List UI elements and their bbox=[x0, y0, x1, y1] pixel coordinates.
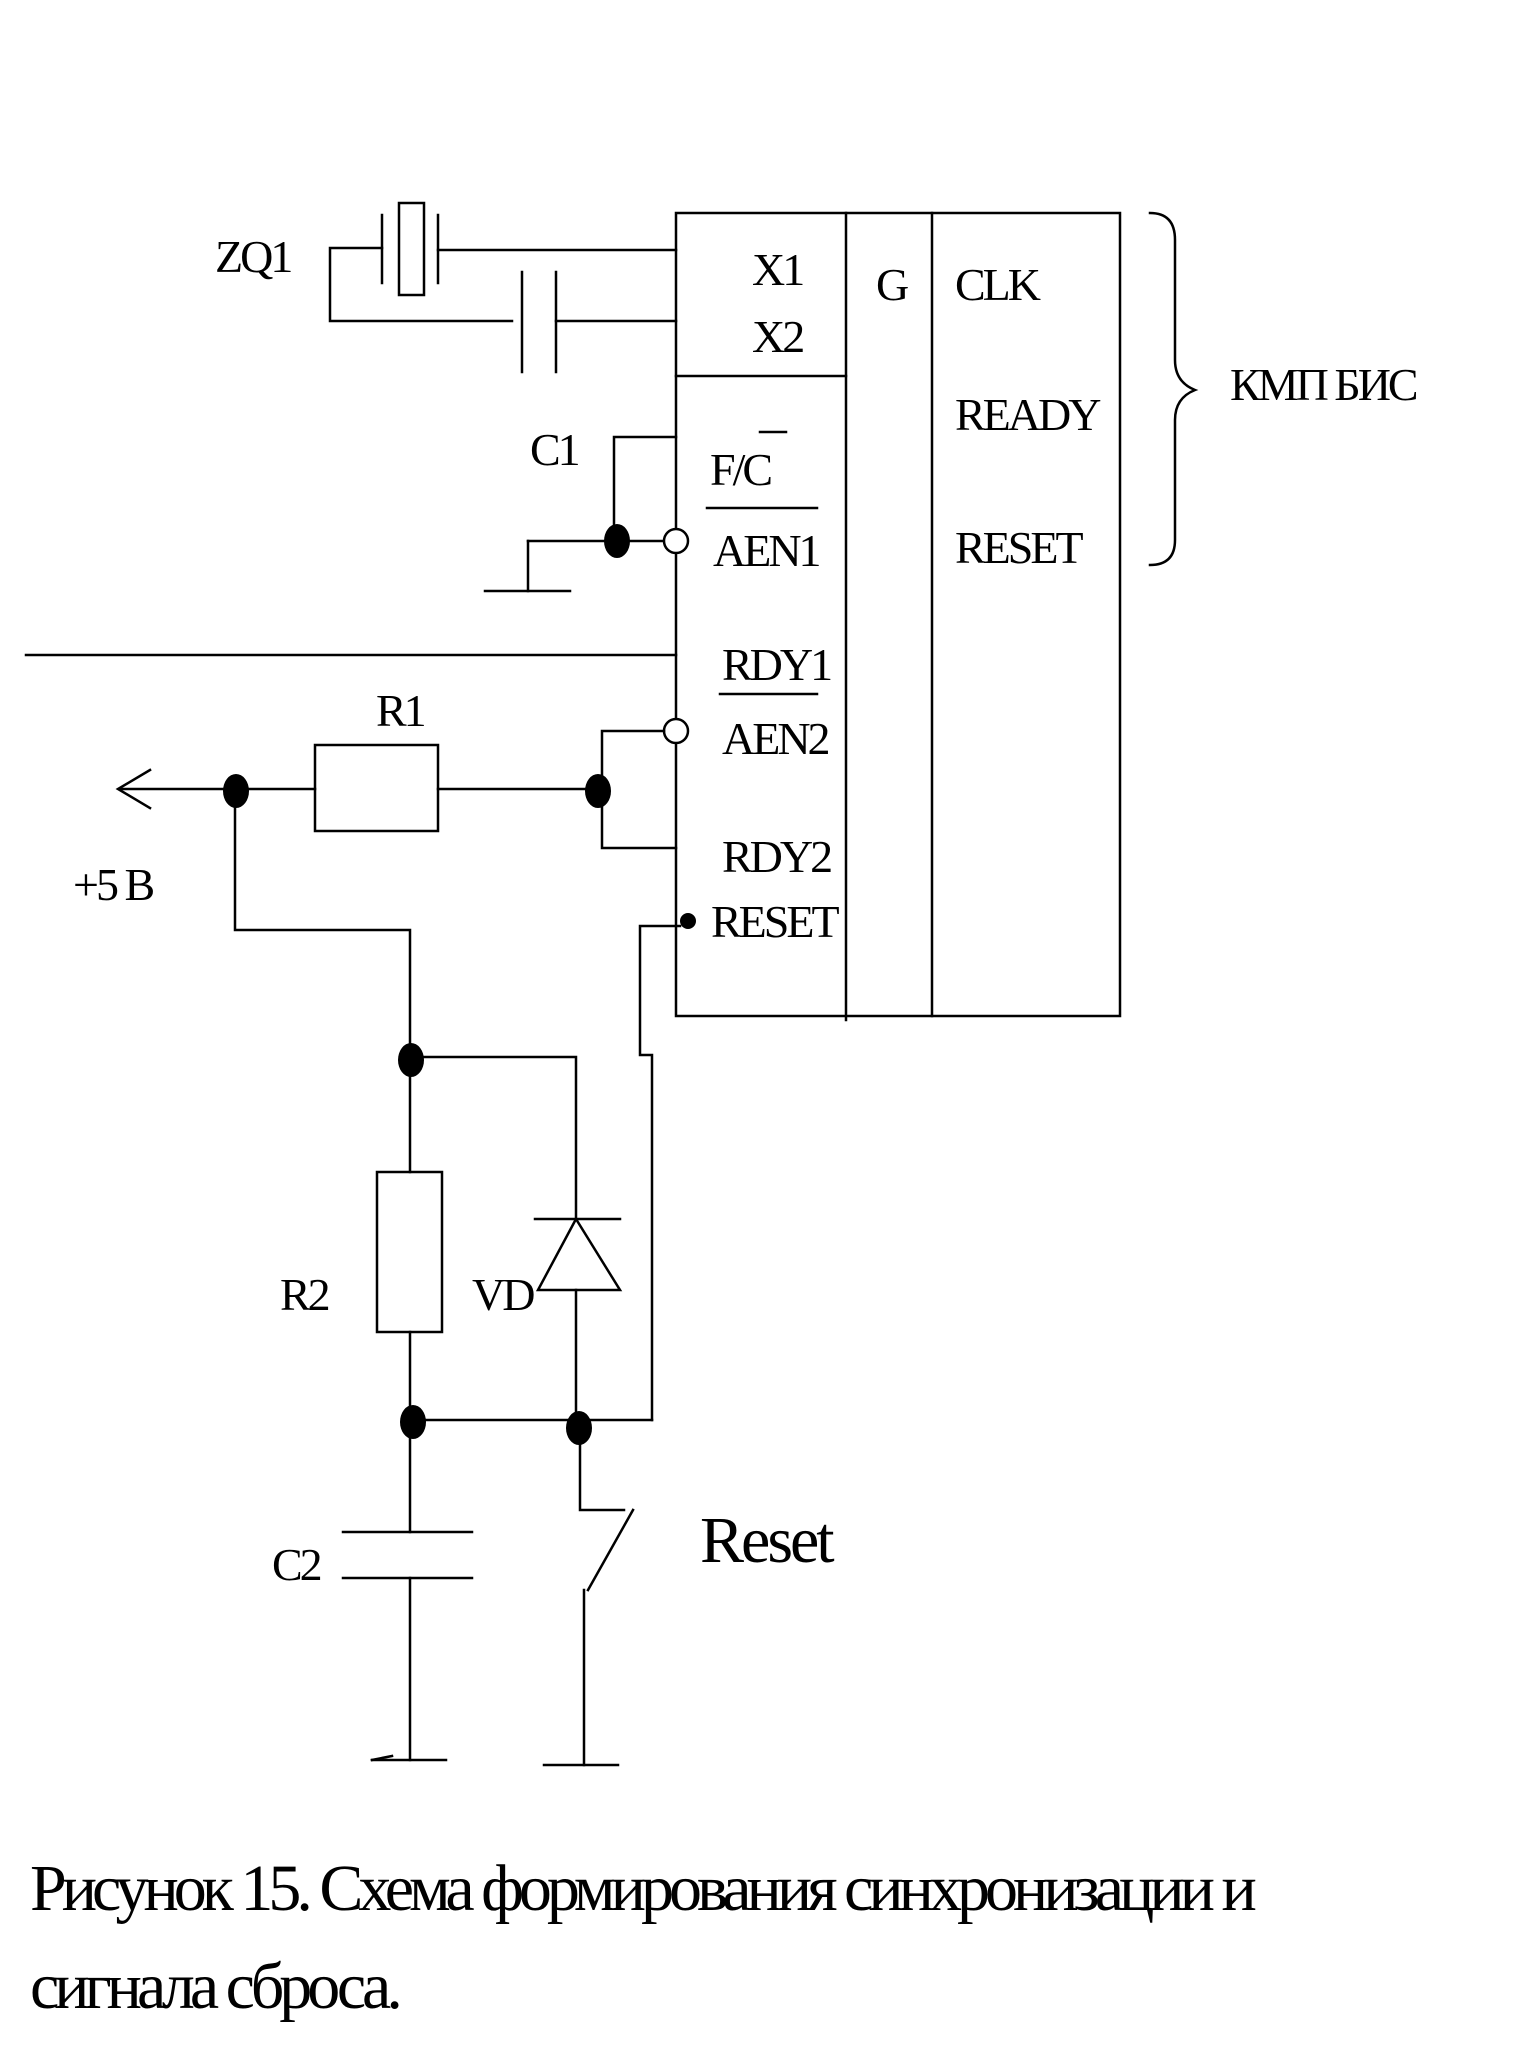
reset-wire bbox=[640, 926, 680, 1420]
caption-line-1: Рисунок 15. Схема формирования синхронизации и bbox=[30, 1852, 1252, 1925]
diode-vd bbox=[535, 1219, 620, 1290]
crystal-zq1 bbox=[330, 203, 676, 321]
aen2-inversion bbox=[664, 719, 688, 743]
reset-pin-dot bbox=[680, 913, 696, 929]
label-zq1: ZQ1 bbox=[215, 231, 291, 282]
label-vd: VD bbox=[472, 1269, 533, 1320]
pin-x1: X1 bbox=[752, 244, 803, 295]
resistor-r1 bbox=[315, 745, 438, 831]
figure-caption bbox=[30, 1840, 1510, 2036]
pin-aen1: AEN1 bbox=[713, 525, 819, 576]
resistor-r2 bbox=[377, 1172, 442, 1332]
pin-aen2: AEN2 bbox=[722, 713, 828, 764]
pin-reset-out: RESET bbox=[955, 522, 1081, 573]
label-c2: C2 bbox=[272, 1539, 320, 1590]
label-r1: R1 bbox=[376, 685, 424, 736]
diode-top-wire bbox=[410, 1057, 576, 1219]
capacitor-c1 bbox=[522, 272, 676, 372]
pin-rdy2: RDY2 bbox=[722, 831, 831, 882]
pin-x2: X2 bbox=[752, 311, 803, 362]
switch-blade bbox=[588, 1510, 633, 1590]
aen1-inversion bbox=[664, 529, 688, 553]
pin-rdy1: RDY1 bbox=[722, 639, 831, 690]
label-r2: R2 bbox=[280, 1269, 328, 1320]
label-c1: C1 bbox=[530, 424, 578, 475]
junction-dot bbox=[400, 1405, 426, 1439]
pin-ready: READY bbox=[955, 389, 1099, 440]
junction-dot bbox=[566, 1411, 592, 1445]
supply-drop-wire bbox=[235, 789, 410, 1060]
label-supply: +5 В bbox=[73, 859, 153, 910]
junction-dot bbox=[223, 774, 249, 808]
bus-brace bbox=[1150, 213, 1195, 565]
junction-dot bbox=[604, 524, 630, 558]
caption-line-2: сигнала сброса. bbox=[30, 1950, 398, 2023]
capacitor-c2 bbox=[343, 1532, 472, 1578]
fc-wire bbox=[614, 437, 676, 541]
junction-dot bbox=[585, 774, 611, 808]
junction-dot bbox=[398, 1043, 424, 1077]
pin-reset-in: RESET bbox=[711, 896, 837, 947]
pin-fc: F/C bbox=[710, 444, 771, 495]
bus-label: КМП БИС bbox=[1230, 359, 1416, 410]
chip-function: G bbox=[876, 259, 907, 310]
pin-clk: CLK bbox=[955, 259, 1038, 310]
label-reset-switch: Reset bbox=[700, 1504, 832, 1577]
aen2-rdy2-wire bbox=[602, 731, 676, 848]
